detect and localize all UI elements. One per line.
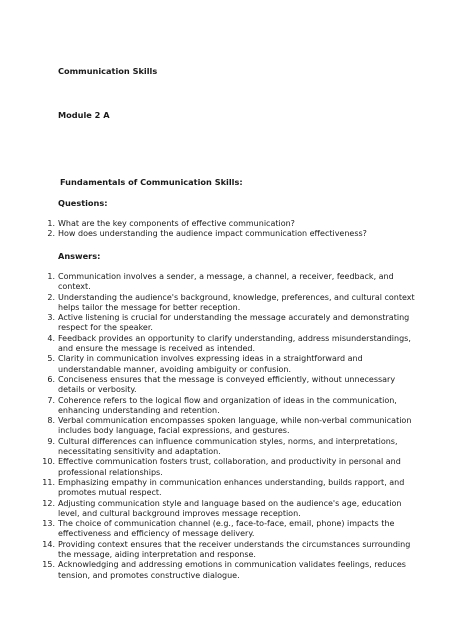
questions-heading: Questions: <box>58 198 108 208</box>
list-item: 2. Understanding the audience's background, knowledge, preferences, and cultural context helps tailor the message for better reception. <box>47 292 415 312</box>
list-item: 14. Providing context ensures that the receiver understands the circumstances surrounding the message, aiding interpretation and response. <box>42 539 411 560</box>
answers-heading: Answers: <box>58 251 101 261</box>
questions-list <box>47 219 424 240</box>
list-item: 6. Conciseness ensures that the message is conveyed efficiently, without unnecessary details or verbosity. <box>47 374 396 395</box>
list-item: 5. Clarity in communication involves expressing ideas in a straightforward and understandable manner, avoiding ambiguity or confusion. <box>47 354 363 374</box>
list-item: 11. Emphasizing empathy in communication enhances understanding, builds rapport, and promotes mutual respect. <box>42 477 405 498</box>
section-heading: Fundamentals of Communication Skills: <box>60 177 243 187</box>
list-item: 3. Active listening is crucial for understanding the message accurately and demonstrating respect for the speaker. <box>47 313 410 333</box>
list-item: 12. Adjusting communication style and language based on the audience's age, education level, and cultural background improves message reception. <box>42 498 402 518</box>
list-item: 10. Effective communication fosters trust, collaboration, and productivity in personal and professional relationships. <box>42 457 401 477</box>
document-title: Communication Skills <box>58 66 158 76</box>
list-item: 7. Coherence refers to the logical flow and organization of ideas in the communication, enhancing understanding and retention. <box>47 395 397 415</box>
list-item: 1. Communication involves a sender, a message, a channel, a receiver, feedback, and context. <box>47 272 394 292</box>
list-item: 9. Cultural differences can influence communication styles, norms, and interpretations, necessitating sensitivity and adaptation. <box>47 436 398 457</box>
module-label: Module 2 A <box>58 110 110 120</box>
list-item: 2. How does understanding the audience impact communication effectiveness? <box>47 229 367 239</box>
list-item: 4. Feedback provides an opportunity to clarify understanding, address misunderstandings, and ensure the message is received as intended. <box>47 333 411 354</box>
answers-list <box>42 272 424 581</box>
list-item: 8. Verbal communication encompasses spoken language, while non-verbal communication includes body language, facial expressions, and gestures. <box>47 416 412 436</box>
list-item: 15. Acknowledging and addressing emotions in communication validates feelings, reduces tension, and promotes constructive dialogue. <box>42 560 406 580</box>
list-item: 1. What are the key components of effective communication? <box>47 219 295 228</box>
list-item: 13. The choice of communication channel (e.g., face-to-face, email, phone) impacts the effectiveness and efficiency of message delivery. <box>42 519 395 539</box>
